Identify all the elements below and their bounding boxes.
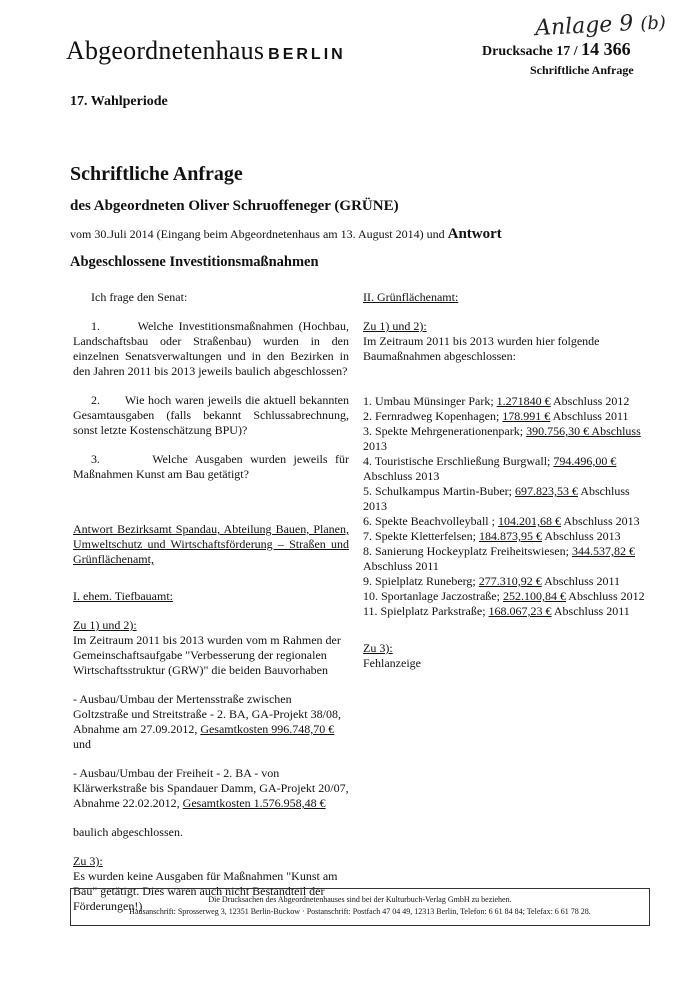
antwort-label: Antwort	[447, 226, 502, 242]
list-item: 2. Fernradweg Kopenhagen; 178.991 € Abschluss 2011	[363, 409, 629, 423]
handnote-letter: (b)	[639, 12, 667, 35]
zu-3-right-text: Fehlanzeige	[363, 656, 421, 670]
wahlperiode: 17. Wahlperiode	[70, 94, 168, 109]
handwritten-annotation	[534, 8, 695, 41]
page-subtitle: des Abgeordneten Oliver Schruoffeneger (GRÜNE)	[70, 198, 399, 214]
question-2: 2. Wie hoch waren jeweils die aktuell bekannten Gesamtausgaben (falls bekannt Schlussabrechnung, sonst letzte Kostenschätzung BPU)?	[73, 393, 349, 437]
zu-1-2-left: Zu 1) und 2):	[73, 618, 137, 632]
topic-heading: Abgeschlossene Investitionsmaßnahmen	[70, 254, 319, 270]
list-item: 10. Sportanlage Jaczostraße; 252.100,84 € Abschluss 2012	[363, 589, 645, 603]
list-item: 3. Spekte Mehrgenerationenpark; 390.756,30 € Abschluss 2013	[363, 424, 641, 453]
drucksache-label: Drucksache 17 /	[482, 44, 578, 59]
drucksache-number: 14 366	[581, 39, 631, 59]
dateline-text: vom 30.Juli 2014 (Eingang beim Abgeordnetenhaus am 13. August 2014) und	[70, 227, 445, 241]
header-brand	[66, 36, 346, 66]
list-item: 8. Sanierung Hockeyplatz Freiheitswiesen; 344.537,82 € Abschluss 2011	[363, 544, 635, 573]
bullet2-cost: Gesamtkosten 1.576.958,48 €	[182, 796, 326, 810]
brand-city: BERLIN	[268, 46, 346, 63]
zu-1-2-right-text: Im Zeitraum 2011 bis 2013 wurden hier folgende Baumaßnahmen abgeschlossen:	[363, 334, 600, 363]
zu-1-2-right: Zu 1) und 2):	[363, 319, 427, 333]
handnote-number: 9	[618, 11, 634, 37]
bullet-mertensstrasse	[73, 692, 349, 752]
section-gruenflaechenamt: II. Grünflächenamt:	[363, 290, 459, 304]
page-title: Schriftliche Anfrage	[70, 163, 243, 185]
bullet1-text: - Ausbau/Umbau der Mertensstraße zwischen Goltzstraße und Streitstraße - 2. BA, GA-Projekt 38/08, Abnahme am 27.09.2012,	[73, 692, 341, 736]
zu-1-2-left-text: Im Zeitraum 2011 bis 2013 wurden vom m Rahmen der Gemeinschaftsaufgabe "Verbesserung der regionalen Wirtschaftsstruktur (GRW)" die beiden Bauvorhaben	[73, 633, 341, 677]
drucksache	[482, 39, 682, 60]
footer-box	[70, 888, 650, 926]
handnote-main: Anlage	[534, 12, 613, 42]
zu-3-left-text: Es wurden keine Ausgaben für Maßnahmen "Kunst am Bau" getätigt. Dies waren auch nicht Bestandteil der Förderungen!)	[73, 869, 338, 913]
doc-type: Schriftliche Anfrage	[530, 63, 634, 77]
question-1: 1. Welche Investitionsmaßnahmen (Hochbau, Landschaftsbau oder Straßenbau) wurden in den einzelnen Senatsverwaltungen und in den Bezirken in den Jahren 2011 bis 2013 jeweils baulich abgeschlossen?	[73, 319, 349, 378]
list-item: 1. Umbau Münsinger Park; 1.271840 € Abschluss 2012	[363, 394, 630, 408]
intro-text: Ich frage den Senat:	[91, 290, 188, 304]
bullet-freiheit	[73, 766, 349, 811]
right-column	[363, 290, 645, 671]
footer-line-1: Die Drucksachen des Abgeordnetenhauses sind bei der Kulturbuch-Verlag GmbH zu beziehen.	[208, 895, 512, 904]
list-item: 6. Spekte Beachvolleyball ; 104.201,68 € Abschluss 2013	[363, 514, 640, 528]
dateline	[70, 226, 502, 243]
footer-line-2: Hausanschrift: Sprosserweg 3, 12351 Berlin-Buckow · Postanschrift: Postfach 47 04 49, 12313 Berlin, Telefon: 6 61 84 84; Telefax: 6 61 78 28.	[129, 907, 591, 916]
closing-text: baulich abgeschlossen.	[73, 825, 183, 839]
question-3: 3. Welche Ausgaben wurden jeweils für Maßnahmen Kunst am Bau getätigt?	[73, 452, 349, 481]
list-item: 11. Spielplatz Parkstraße; 168.067,23 € Abschluss 2011	[363, 604, 630, 618]
zu-3-left: Zu 3):	[73, 854, 103, 868]
list-item: 9. Spielplatz Runeberg; 277.310,92 € Abschluss 2011	[363, 574, 620, 588]
measure-list	[363, 394, 645, 619]
bullet2-text: - Ausbau/Umbau der Freiheit - 2. BA - von Klärwerkstraße bis Spandauer Damm, GA-Projekt 20/07, Abnahme 22.02.2012,	[73, 766, 349, 810]
zu-3-right: Zu 3):	[363, 641, 393, 655]
list-item: 7. Spekte Kletterfelsen; 184.873,95 € Abschluss 2013	[363, 529, 621, 543]
list-item: 5. Schulkampus Martin-Buber; 697.823,53 € Abschluss 2013	[363, 484, 630, 513]
brand-name: Abgeordnetenhaus	[66, 36, 265, 65]
answer-heading: Antwort Bezirksamt Spandau, Abteilung Bauen, Planen, Umweltschutz und Wirtschaftsförderung – Straßen und Grünflächenamt,	[73, 522, 349, 566]
left-column	[73, 290, 349, 914]
bullet1-tail: und	[73, 737, 91, 751]
bullet1-cost: Gesamtkosten 996.748,70 €	[200, 722, 335, 736]
section-tiefbauamt: I. ehem. Tiefbauamt:	[73, 589, 173, 603]
list-item: 4. Touristische Erschließung Burgwall; 794.496,00 € Abschluss 2013	[363, 454, 617, 483]
